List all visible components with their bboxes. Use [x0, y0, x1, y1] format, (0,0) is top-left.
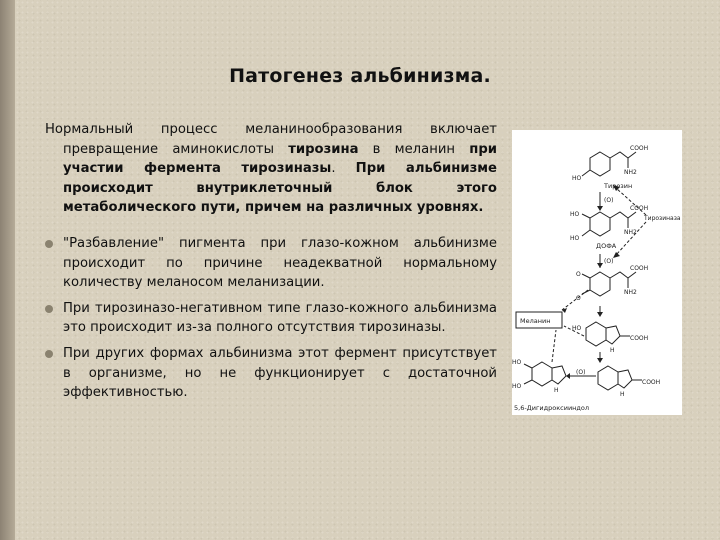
label-nh2: NH2: [624, 169, 637, 176]
intro-paragraph: Нормальный процесс меланинообразования включает превращение аминокислоты тирозина в меланин при участии фермента тирозиназы. При альбинизме происходит внутриклеточный блок этого метаболического пути, причем на различных уровнях.: [45, 122, 497, 216]
label-o: O: [576, 271, 581, 278]
label-oxidation: (O): [604, 197, 614, 204]
label-ho: HO: [572, 175, 582, 182]
melanin-pathway-figure: [512, 130, 682, 415]
pathway-diagram: [512, 130, 682, 415]
dopa-ring: [590, 212, 610, 236]
label-h: H: [620, 391, 625, 398]
bullet-item: [45, 344, 497, 403]
label-oxidation: (O): [604, 258, 614, 265]
tyrosine-ring: [590, 152, 610, 176]
bullet-dot-icon: [45, 240, 53, 248]
slide-title: Патогенез альбинизма.: [229, 65, 491, 87]
label-ho: HO: [512, 359, 522, 366]
bullet-dot-icon: [45, 305, 53, 313]
label-oxidation: (O): [576, 369, 586, 376]
figure-caption: 5,6-Дигидроксииндол: [514, 404, 590, 412]
label-cooh: COOH: [630, 205, 649, 212]
label-h: H: [554, 387, 559, 394]
label-ho: HO: [512, 383, 522, 390]
bullet-text: При других формах альбинизма этот фермент присутствует в организме, но не функционирует с достаточной эффективностью.: [63, 345, 497, 401]
bullet-text: При тирозиназо-негативном типе глазо-кожного альбинизма это происходит из-за полного отсутствия тирозиназы.: [63, 300, 497, 336]
label-tyrosinase: Тирозиназа: [644, 215, 681, 222]
bullet-item: [45, 299, 497, 338]
label-o: O: [576, 295, 581, 302]
label-nh2: NH2: [624, 229, 637, 236]
label-ho: HO: [570, 211, 580, 218]
dihydroxyindole-ring: [532, 362, 552, 386]
label-nh2: NH2: [624, 289, 637, 296]
label-dopa: ДОФА: [596, 242, 617, 250]
slide-body: [45, 120, 497, 409]
indole-ring-right: [598, 366, 618, 390]
label-cooh: COOH: [630, 145, 649, 152]
label-cooh: COOH: [630, 335, 649, 342]
indoline-ring: [586, 322, 606, 346]
label-h: H: [610, 347, 615, 354]
label-cooh: COOH: [642, 379, 661, 386]
bullet-dot-icon: [45, 350, 53, 358]
label-ho: HO: [572, 325, 582, 332]
label-tyrosine: Тирозин: [604, 182, 633, 190]
label-ho: HO: [570, 235, 580, 242]
label-cooh: COOH: [630, 265, 649, 272]
dopaquinone-ring: [590, 272, 610, 296]
label-melanin: Меланин: [520, 317, 551, 325]
bullet-item: [45, 234, 497, 293]
bullet-text: "Разбавление" пигмента при глазо-кожном альбинизме происходит по причине неадекватной нормальному количеству меланосом меланизации.: [63, 235, 497, 291]
